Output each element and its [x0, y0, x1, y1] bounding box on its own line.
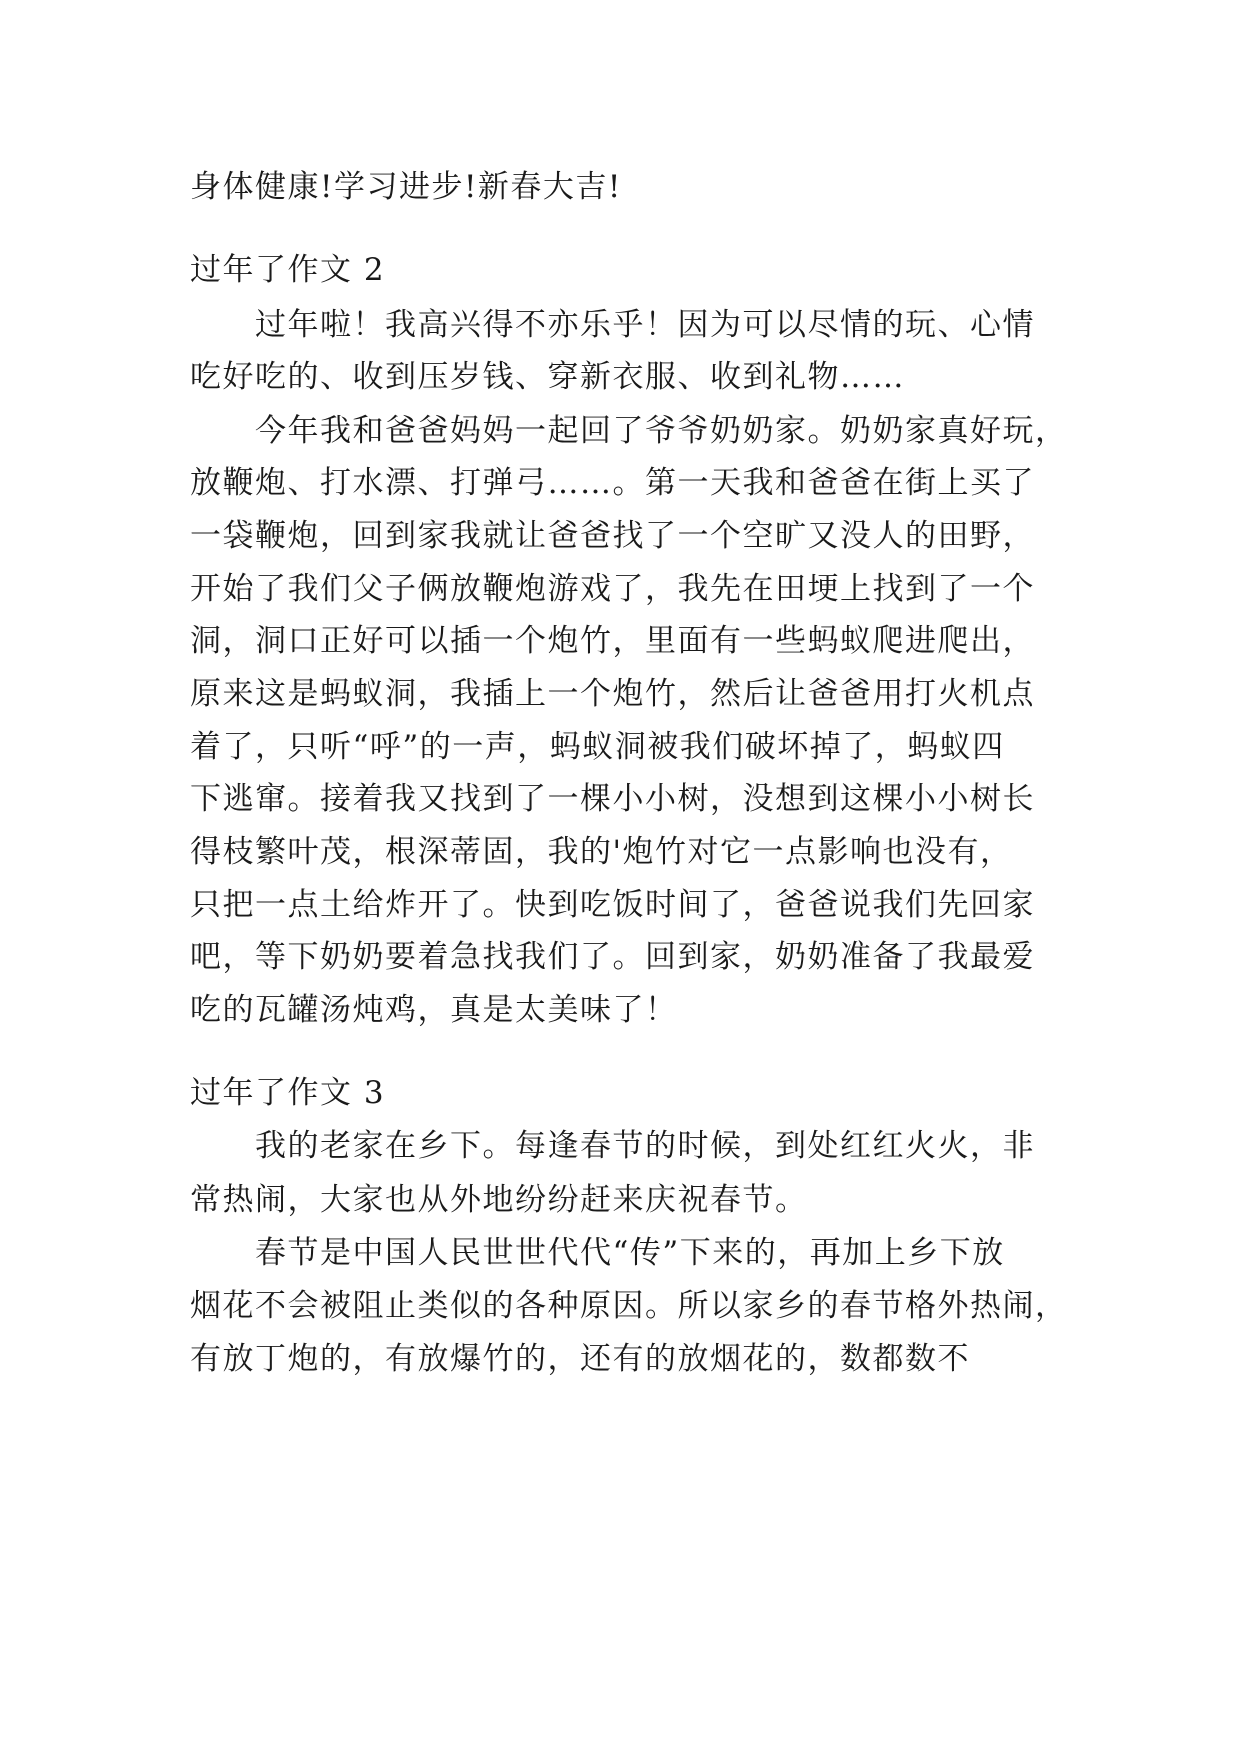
- essay-3-paragraph-1-line: 常热闹，大家也从外地纷纷赶来庆祝春节。: [190, 1182, 808, 1218]
- essay-3-paragraph-2-line: 有放丁炮的，有放爆竹的，还有的放烟花的，数都数不: [190, 1341, 970, 1377]
- essay-2-paragraph-2-line: 今年我和爸爸妈妈一起回了爷爷奶奶家。奶奶家真好玩，: [255, 413, 1068, 449]
- essay-2-paragraph-2-line: 开始了我们父子俩放鞭炮游戏了，我先在田埂上找到了一个: [190, 571, 1035, 607]
- essay-2-paragraph-2-line: 放鞭炮、打水漂、打弹弓……。第一天我和爸爸在街上买了: [190, 465, 1035, 501]
- essay-3-paragraph-2-line: 烟花不会被阻止类似的各种原因。所以家乡的春节格外热闹，: [190, 1288, 1068, 1324]
- essay-2-paragraph-2-line: 一袋鞭炮，回到家我就让爸爸找了一个空旷又没人的田野，: [190, 518, 1035, 554]
- essay-3-paragraph-2-line: 春节是中国人民世世代代“传”下来的，再加上乡下放: [255, 1235, 1005, 1271]
- essay-2-paragraph-2-line: 吃的瓦罐汤炖鸡，真是太美味了！: [190, 992, 678, 1028]
- essay-2-paragraph-2-line: 下逃窜。接着我又找到了一棵小小树，没想到这棵小小树长: [190, 781, 1035, 817]
- essay-3-paragraph-1-line: 我的老家在乡下。每逢春节的时候，到处红红火火，非: [255, 1128, 1035, 1164]
- essay-2-paragraph-2-line: 吧，等下奶奶要着急找我们了。回到家，奶奶准备了我最爱: [190, 939, 1035, 975]
- essay-2-paragraph-1-line: 吃好吃的、收到压岁钱、穿新衣服、收到礼物……: [190, 359, 905, 395]
- essay-2-paragraph-2-line: 着了，只听“呼”的一声，蚂蚁洞被我们破坏掉了，蚂蚁四: [190, 729, 1005, 765]
- closing-line: 身体健康!学习进步!新春大吉!: [190, 169, 622, 205]
- essay-2-paragraph-2-line: 只把一点土给炸开了。快到吃饭时间了，爸爸说我们先回家: [190, 887, 1035, 923]
- essay-2-paragraph-2-line: 洞，洞口正好可以插一个炮竹，里面有一些蚂蚁爬进爬出，: [190, 623, 1035, 659]
- essay-2-paragraph-2-line: 得枝繁叶茂，根深蒂固，我的'炮竹对它一点影响也没有，: [190, 834, 1013, 870]
- essay-2-paragraph-2-line: 原来这是蚂蚁洞，我插上一个炮竹，然后让爸爸用打火机点: [190, 676, 1035, 712]
- essay-2-heading: 过年了作文 2: [190, 252, 386, 288]
- essay-2-paragraph-1-line: 过年啦！我高兴得不亦乐乎！因为可以尽情的玩、心情: [255, 307, 1035, 343]
- essay-3-heading: 过年了作文 3: [190, 1075, 386, 1111]
